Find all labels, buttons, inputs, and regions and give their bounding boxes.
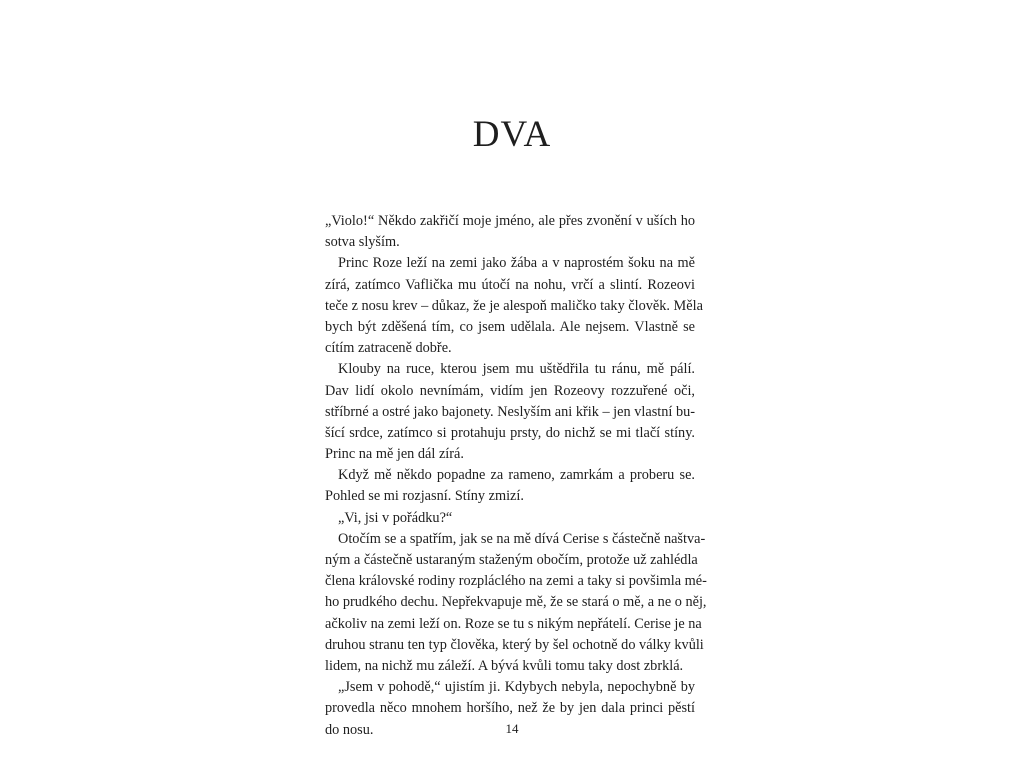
text-line: stříbrné a ostré jako bajonety. Neslyším ani křik – jen vlastní bu-: [325, 403, 695, 420]
text-line: „Violo!“ Někdo zakřičí moje jméno, ale přes zvonění v uších ho: [325, 213, 695, 229]
text-line: zírá, zatímco Vaflička mu útočí na nohu, vrčí a slintí. Rozeovi: [325, 276, 695, 293]
text-line: Princ Roze leží na zemi jako žába a v naprostém šoku na mě: [338, 255, 695, 272]
text-line: provedla něco mnohem horšího, než že by jen dala princi pěstí: [325, 700, 695, 717]
text-line: Princ na mě jen dál zírá.: [325, 446, 464, 463]
text-line: teče z nosu krev – důkaz, že je alespoň maličko taky člověk. Měla: [325, 297, 703, 314]
text-line: druhou stranu ten typ člověka, který by šel ochotně do války kvůli: [325, 636, 704, 653]
text-line: Dav lidí okolo nevnímám, vidím jen Rozeovy rozzuřené oči,: [325, 382, 695, 399]
text-line: lidem, na nichž mu záleží. A bývá kvůli tomu taky dost zbrklá.: [325, 657, 684, 674]
text-line: „Vi, jsi v pořádku?“: [338, 509, 453, 526]
text-line: Otočím se a spatřím, jak se na mě dívá Cerise s částečně naštva-: [338, 530, 706, 547]
text-line: šící srdce, zatímco si protahuju prsty, do nichž se mi tlačí stíny.: [325, 424, 695, 441]
text-line: Klouby na ruce, kterou jsem mu uštědřila tu ránu, mě pálí.: [338, 361, 695, 378]
text-line: do nosu.: [325, 721, 374, 738]
chapter-title: DVA: [472, 114, 552, 155]
text-line: ným a částečně ustaraným staženým obočím, protože už zahlédla: [325, 552, 698, 568]
page-number: 14: [505, 721, 519, 736]
text-line: člena královské rodiny rozpláclého na zemi a taky si povšimla mé-: [325, 573, 707, 590]
text-line: sotva slyším.: [325, 234, 400, 251]
text-line: ačkoliv na zemi leží on. Roze se tu s nikým nepřátelí. Cerise je na: [325, 615, 702, 632]
text-line: „Jsem v pohodě,“ ujistím ji. Kdybych nebyla, nepochybně by: [338, 679, 695, 696]
text-line: Když mě někdo popadne za rameno, zamrkám a proberu se.: [338, 467, 695, 484]
body-text: [325, 211, 707, 741]
text-line: ho prudkého dechu. Nepřekvapuje mě, že se stará o mě, a ne o něj,: [325, 594, 707, 611]
text-line: cítím zatraceně dobře.: [325, 340, 452, 357]
text-line: bych být zděšená tím, co jsem udělala. Ale nejsem. Vlastně se: [325, 318, 695, 335]
text-line: Pohled se mi rozjasní. Stíny zmizí.: [325, 488, 524, 505]
